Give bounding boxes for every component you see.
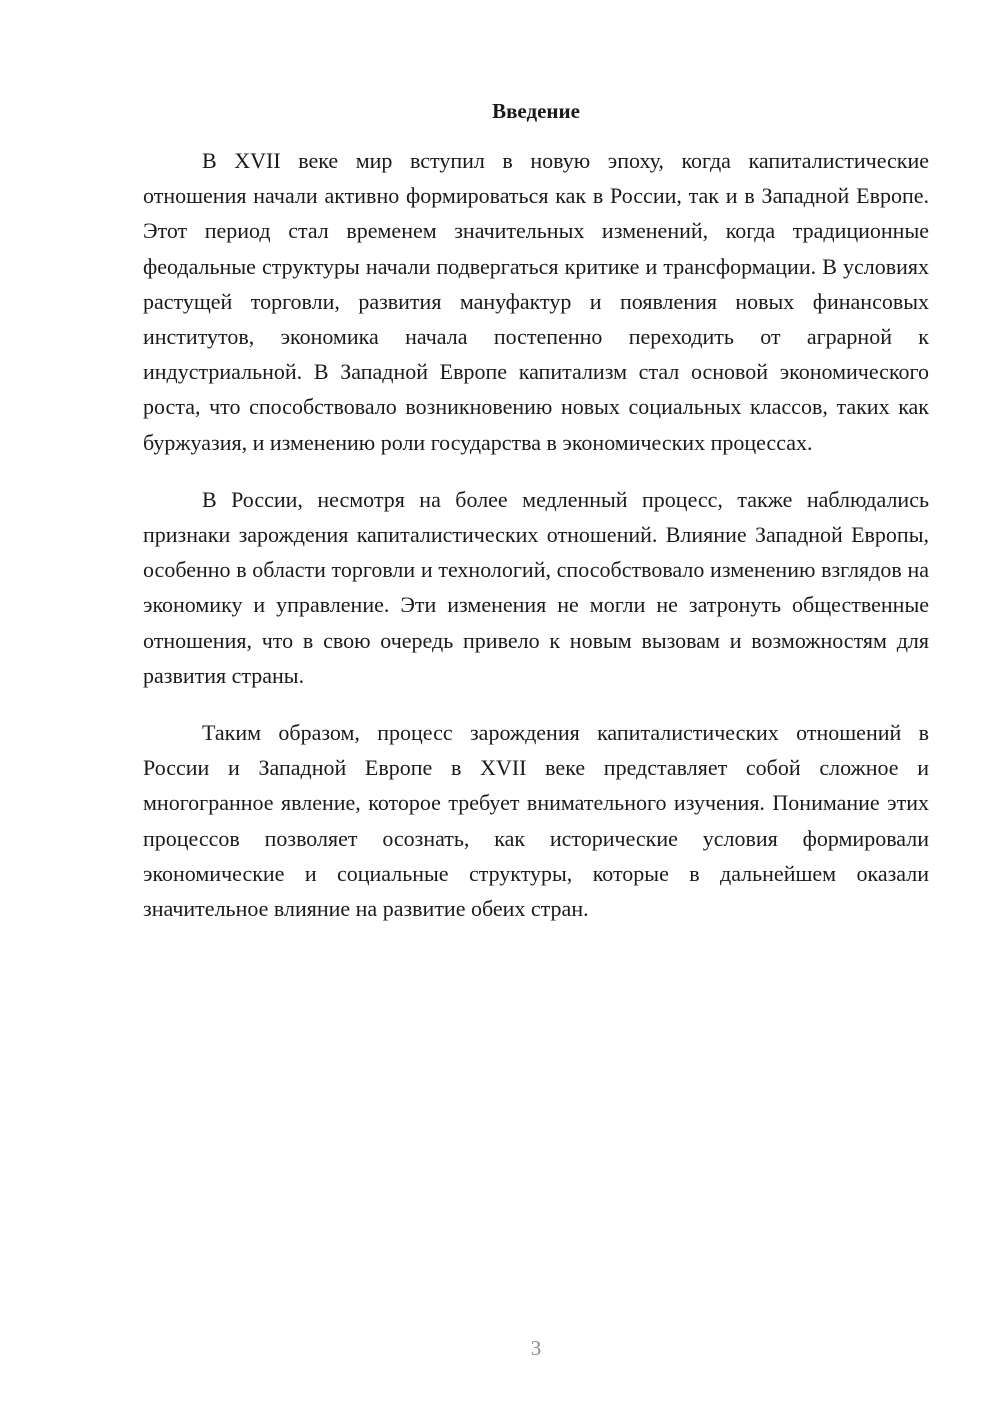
paragraph-3: Таким образом, процесс зарождения капиталистических отношений в России и Западной Европе в XVII веке представляет собой сложное и многогранное явление, которое требует внимательного изучения. Понимание этих процессов позволяет осознать, как исторические условия формировали экономические и социальные структуры, которые в дальнейшем оказали значительное влияние на развитие обеих стран. [143,720,929,922]
page-number: 3 [530,1336,542,1360]
section-heading: Введение [492,99,580,123]
paragraph-1: В XVII веке мир вступил в новую эпоху, когда капиталистические отношения начали активно формироваться как в России, так и в Западной Европе. Этот период стал временем значительных изменений, когда традиционные феодальные структуры начали подвергаться критике и трансформации. В условиях растущей торговли, развития мануфактур и появления новых финансовых институтов, экономика начала постепенно переходить от аграрной к индустриальной. В Западной Европе капитализм стал основой экономического роста, что способствовало возникновению новых социальных классов, таких как буржуазия, и изменению роли государства в экономических процессах. [143,148,929,455]
paragraph-2: В России, несмотря на более медленный процесс, также наблюдались признаки зарождения капиталистических отношений. Влияние Западной Европы, особенно в области торговли и технологий, способствовало изменению взглядов на экономику и управление. Эти изменения не могли не затронуть общественные отношения, что в свою очередь привело к новым вызовам и возможностям для развития страны. [143,486,929,688]
body-text [143,143,929,948]
